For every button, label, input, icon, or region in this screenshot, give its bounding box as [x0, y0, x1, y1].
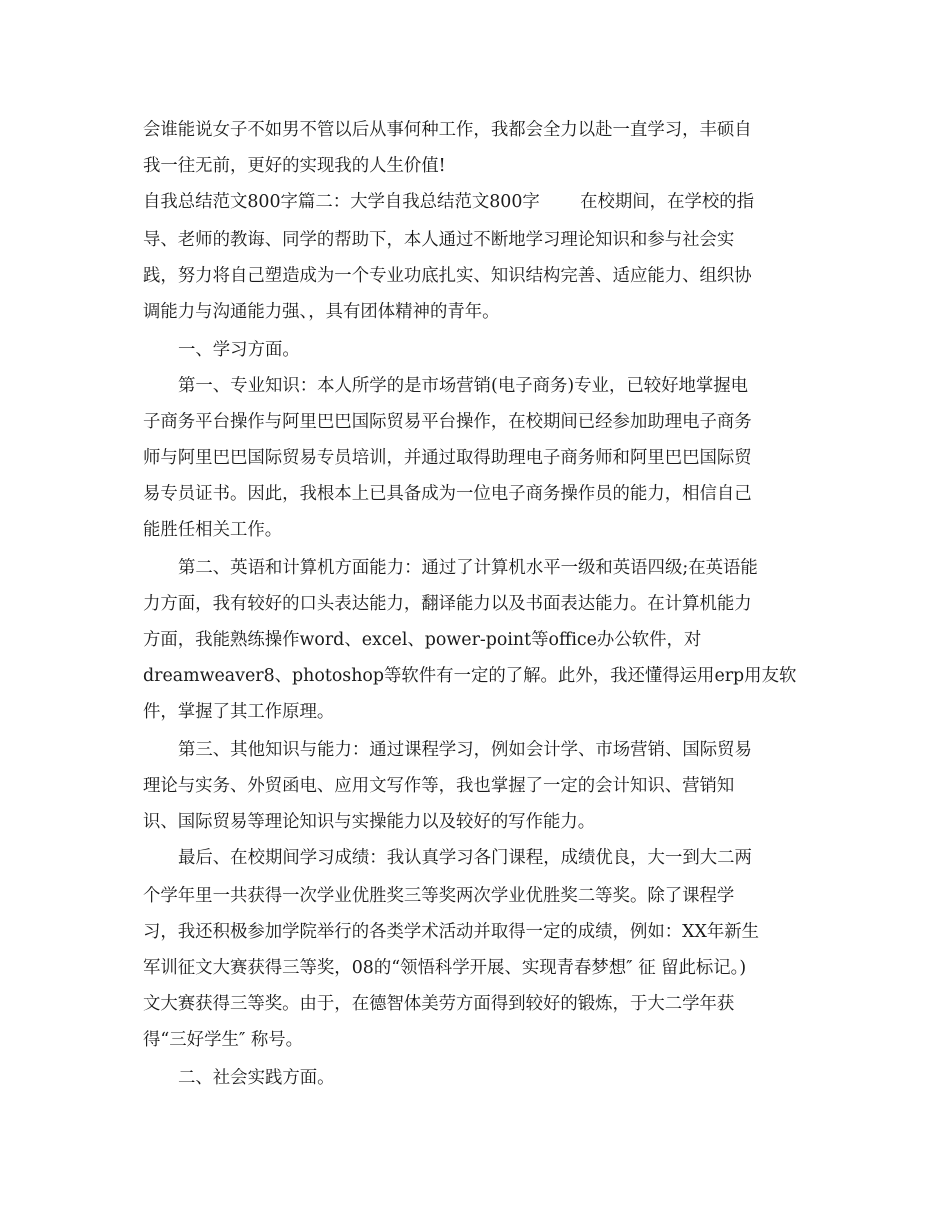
text-line: 识、国际贸易等理论知识与实操能力以及较好的写作能力。 [143, 812, 596, 832]
text-line: 能胜任相关工作。 [143, 520, 283, 540]
text-line: 文大赛获得三等奖。由于，在德智体美劳方面得到较好的锻炼，于大二学年获 [143, 994, 735, 1014]
text-line: 践，努力将自己塑造成为一个专业功底扎实、知识结构完善、适应能力、组织协 [143, 266, 752, 286]
text-line: 师与阿里巴巴国际贸易专员培训，并通过取得助理电子商务师和阿里巴巴国际贸 [143, 448, 752, 468]
text-line: 理论与实务、外贸函电、应用文写作等，我也掌握了一定的会计知识、营销知 [143, 776, 735, 796]
text-line: 子商务平台操作与阿里巴巴国际贸易平台操作，在校期间已经参加助理电子商务 [143, 412, 752, 432]
text-line: 军训征文大赛获得三等奖，08的“领悟科学开展、实现青春梦想″ 征 留此标记。) [143, 958, 747, 978]
text-line: 方面，我能熟练操作word、excel、power-point等office办公软件，对 [143, 630, 702, 650]
text-line: dreamweaver8、photoshop等软件有一定的了解。此外，我还懂得运用erp用友软 [143, 666, 797, 686]
text-line: 习，我还积极参加学院举行的各类学术活动并取得一定的成绩，例如：XX年新生 [143, 922, 760, 942]
text-line: 导、老师的教诲、同学的帮助下，本人通过不断地学习理论知识和参与社会实 [143, 230, 735, 250]
text-line: 我一往无前，更好的实现我的人生价值! [143, 156, 446, 176]
text-line: 第二、英语和计算机方面能力：通过了计算机水平一级和英语四级;在英语能 [178, 558, 758, 578]
text-line: 会谁能说女子不如男不管以后从事何种工作，我都会全力以赴一直学习，丰硕自 [143, 120, 752, 140]
text-line: 力方面，我有较好的口头表达能力，翻译能力以及书面表达能力。在计算机能力 [143, 594, 752, 614]
section-heading: 二、社会实践方面。 [178, 1068, 335, 1088]
text-line: 第一、专业知识：本人所学的是市场营销(电子商务)专业，已较好地掌握电 [178, 376, 749, 396]
text-line: 调能力与沟通能力强、，具有团体精神的青年。 [143, 302, 500, 322]
text-line: 最后、在校期间学习成绩：我认真学习各门课程，成绩优良，大一到大二两 [178, 848, 752, 868]
text-line: 第三、其他知识与能力：通过课程学习，例如会计学、市场营销、国际贸易 [178, 740, 752, 760]
text-line: 自我总结范文800字篇二：大学自我总结范文800字 在校期间，在学校的指 [143, 192, 755, 212]
text-line: 件，掌握了其工作原理。 [143, 702, 335, 722]
text-line: 个学年里一共获得一次学业优胜奖三等奖两次学业优胜奖二等奖。除了课程学 [143, 886, 735, 906]
text-line: 易专员证书。因此，我根本上已具备成为一位电子商务操作员的能力，相信自己 [143, 484, 752, 504]
section-heading: 一、学习方面。 [178, 340, 300, 360]
text-line: 得“三好学生″ 称号。 [143, 1030, 304, 1050]
